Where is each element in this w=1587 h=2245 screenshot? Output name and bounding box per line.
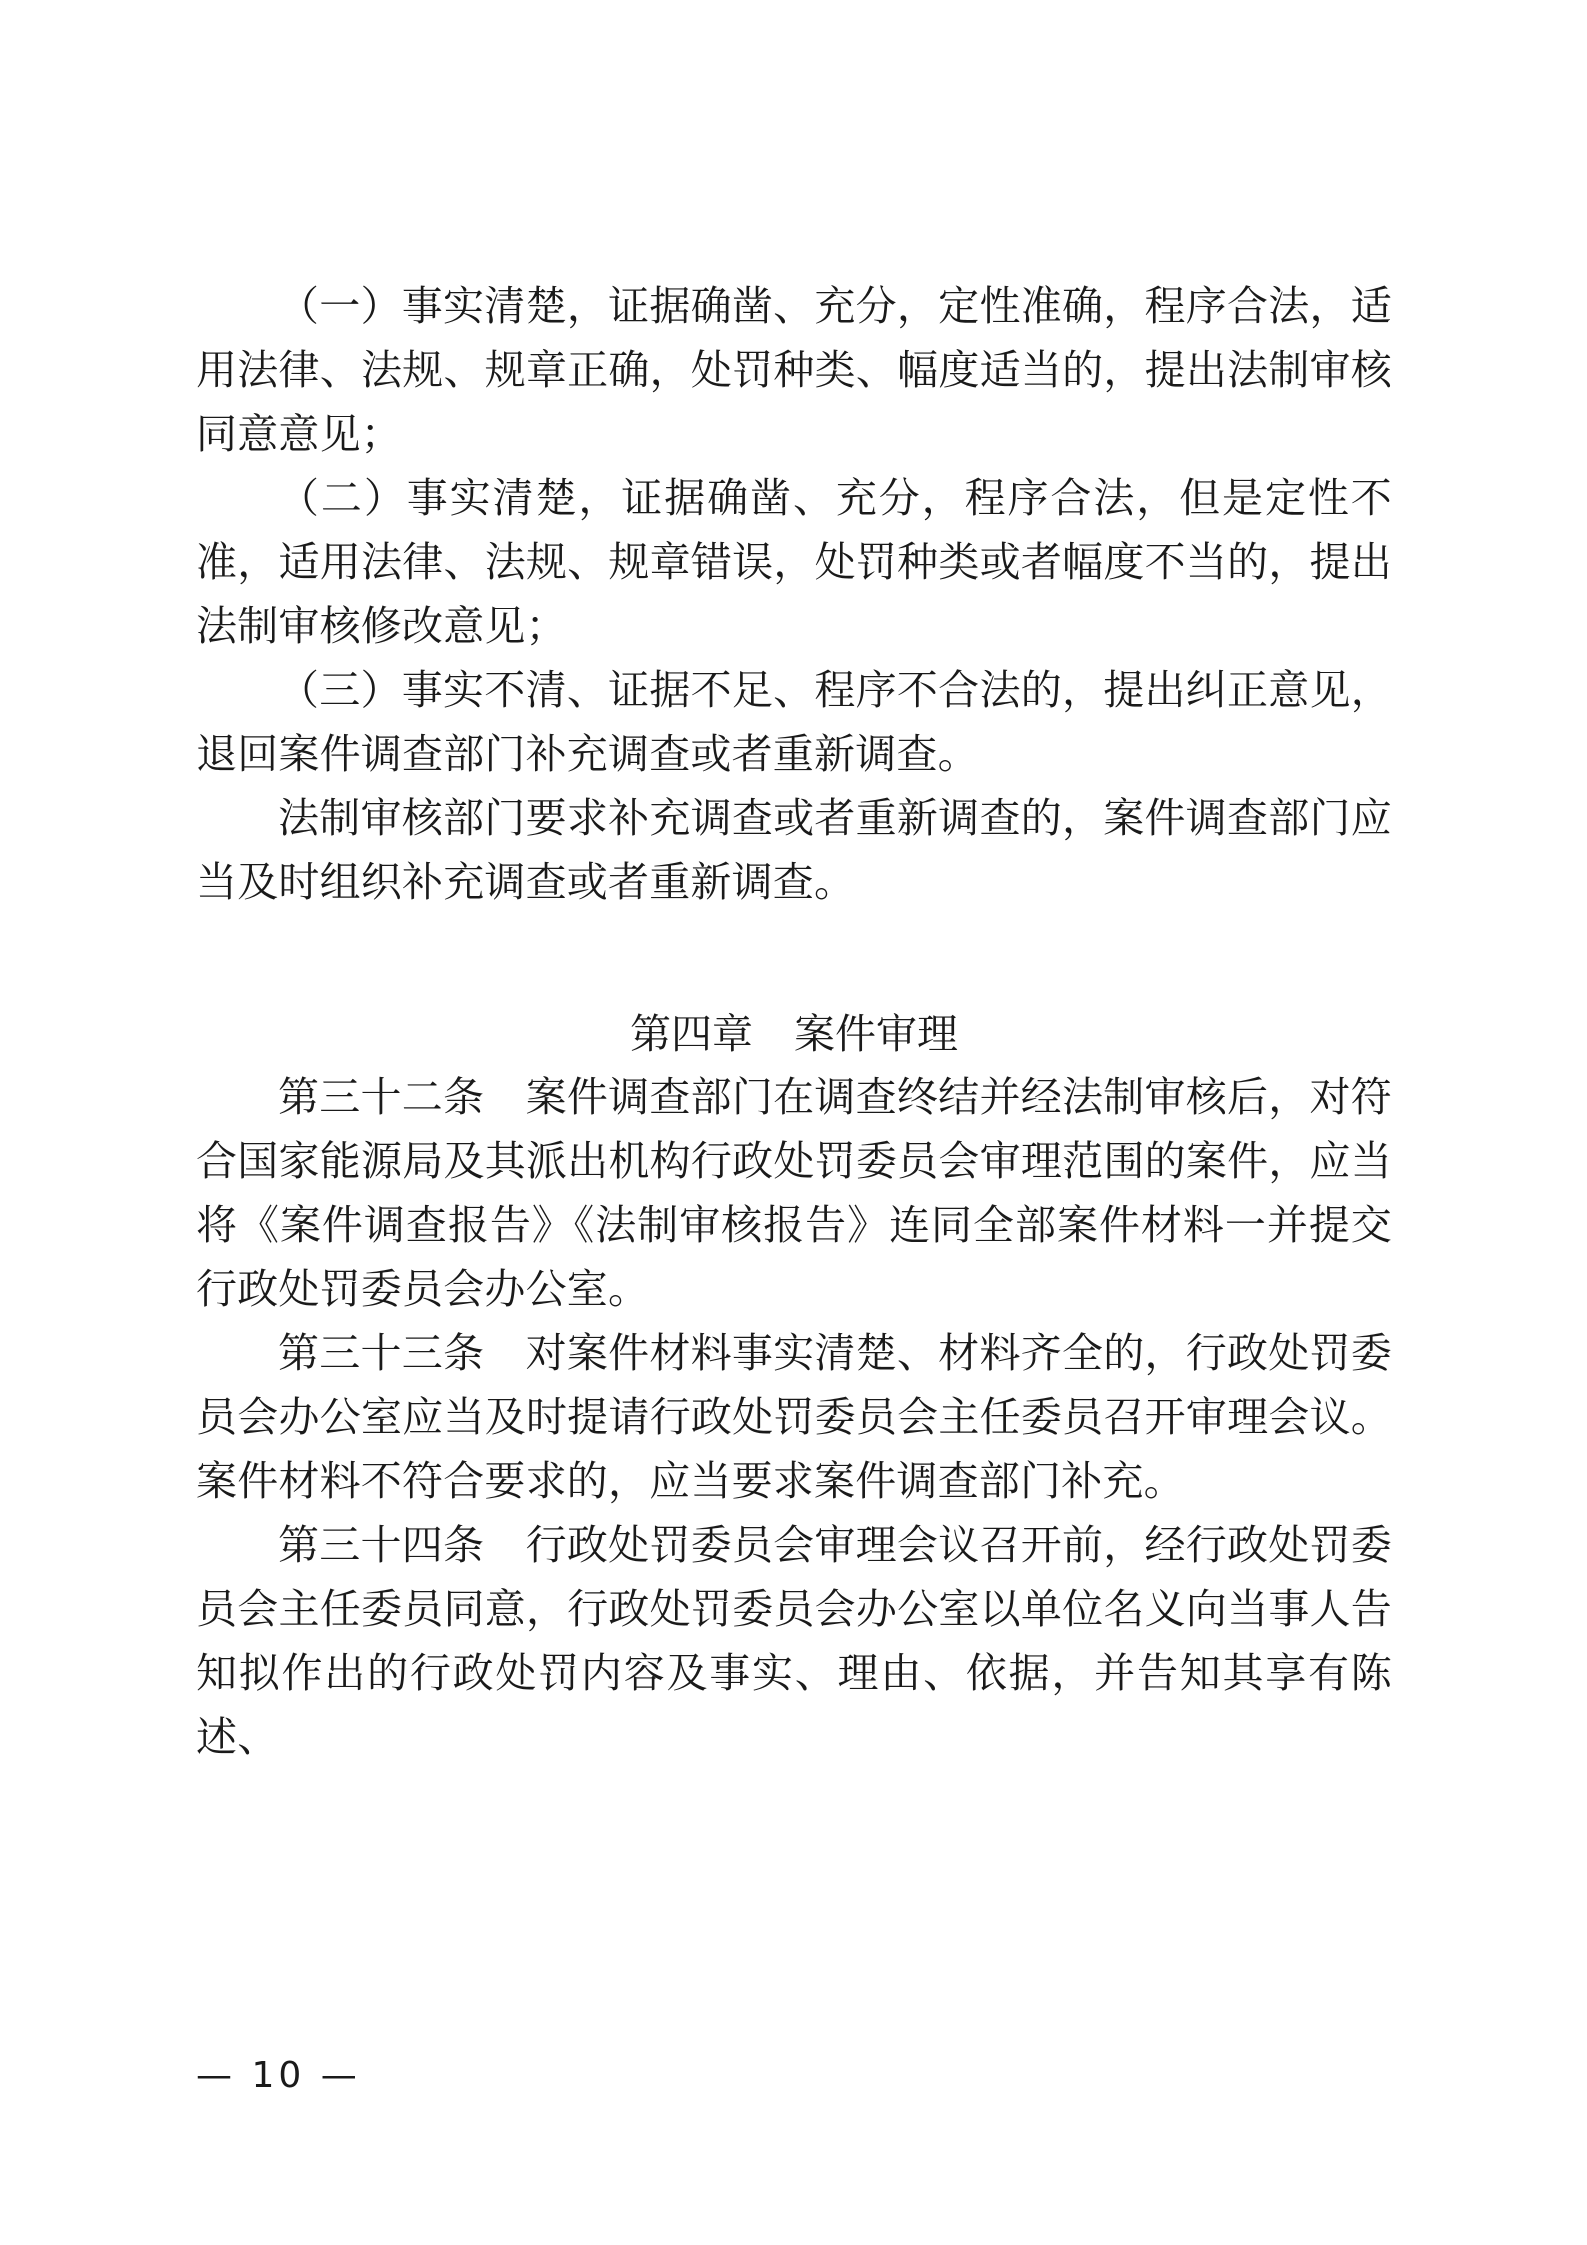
- article-34: 第三十四条 行政处罚委员会审理会议召开前，经行政处罚委员会主任委员同意，行政处罚委员会办公室以单位名义向当事人告知拟作出的行政处罚内容及事实、理由、依据，并告知其享有陈述、: [196, 1521, 1392, 1762]
- list-item: （三）事实不清、证据不足、程序不合法的，提出纠正意见，退回案件调查部门补充调查或者重新调查。: [196, 665, 1392, 778]
- list-item: （二）事实清楚，证据确凿、充分，程序合法，但是定性不准，适用法律、法规、规章错误，处罚种类或者幅度不当的，提出法制审核修改意见；: [196, 473, 1392, 650]
- article-32: 第三十二条 案件调查部门在调查终结并经法制审核后，对符合国家能源局及其派出机构行政处罚委员会审理范围的案件，应当将《案件调查报告》《法制审核报告》连同全部案件材料一并提交行政处罚委员会办公室。: [196, 1073, 1392, 1314]
- page-content: [196, 275, 1392, 1770]
- section-spacer: [196, 915, 1392, 1003]
- chapter-heading: 第四章 案件审理: [630, 1009, 958, 1058]
- article-33: 第三十三条 对案件材料事实清楚、材料齐全的，行政处罚委员会办公室应当及时提请行政处罚委员会主任委员召开审理会议。案件材料不符合要求的，应当要求案件调查部门补充。: [196, 1329, 1392, 1506]
- list-item: （一）事实清楚，证据确凿、充分，定性准确，程序合法，适用法律、法规、规章正确，处罚种类、幅度适当的，提出法制审核同意意见；: [196, 282, 1392, 458]
- paragraph-supplementary-investigation: 法制审核部门要求补充调查或者重新调查的，案件调查部门应当及时组织补充调查或者重新调查。: [196, 793, 1392, 906]
- page-number: — 10 —: [196, 2055, 361, 2096]
